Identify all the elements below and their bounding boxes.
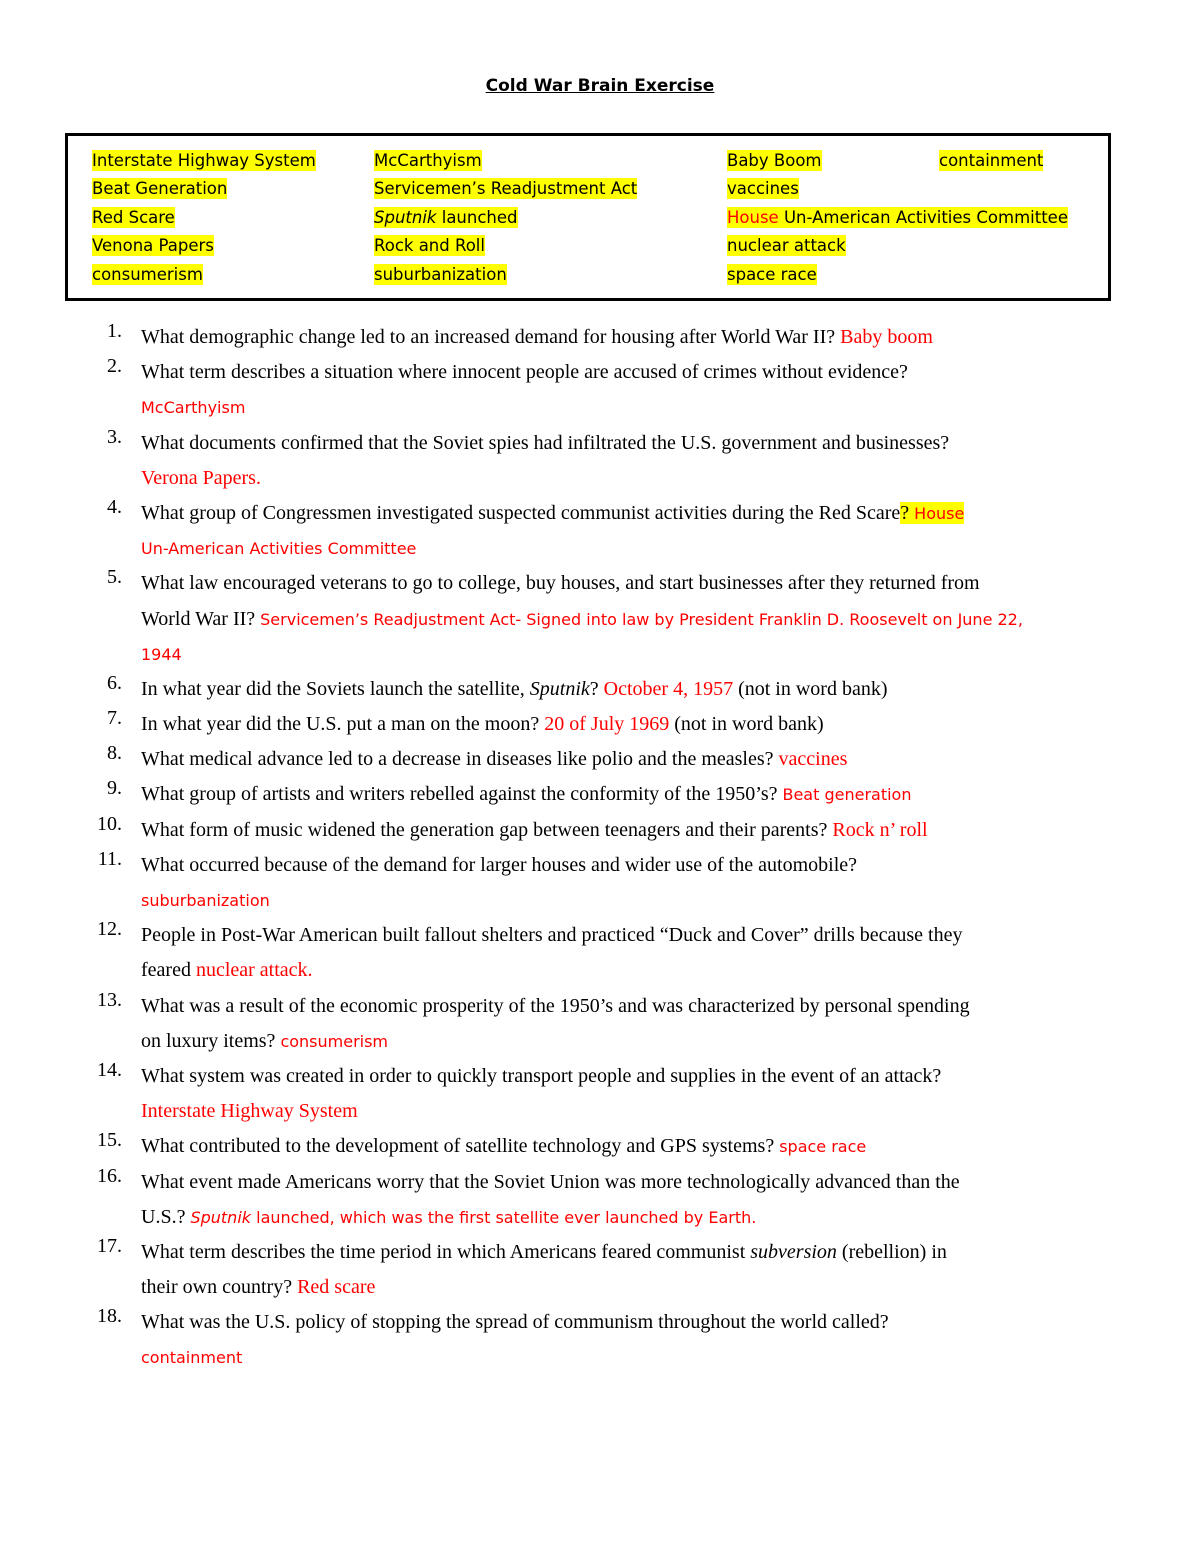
answer: suburbanization <box>141 891 270 910</box>
word-bank-item: Sputnik launched <box>374 207 518 227</box>
word-bank-item: consumerism <box>92 264 203 284</box>
page-title: Cold War Brain Exercise <box>485 76 715 96</box>
word-bank-column-4 <box>939 147 1043 175</box>
word-bank-item: Rock and Roll <box>374 236 485 256</box>
answer: Rock n’ roll <box>832 818 928 841</box>
answer: October 4, 1957 <box>603 677 734 700</box>
word-bank-item: Beat Generation <box>92 179 228 199</box>
question-item: 14. What system was created in order to quickly transport people and supplies in the event of an attack? Interstate Highway System <box>97 1058 942 1123</box>
answer: Sputnik launched, which was the first satellite ever launched by Earth. <box>190 1207 757 1227</box>
answer: space race <box>779 1137 867 1157</box>
question-item: 15. What contributed to the development of satellite technology and GPS systems? space race <box>97 1129 867 1158</box>
answer: McCarthyism <box>141 398 246 418</box>
word-bank-item: nuclear attack <box>727 236 846 256</box>
word-bank-item: House Un-American Activities Committee <box>727 207 1068 227</box>
question-item: 11. What occurred because of the demand for larger houses and wider use of the automobile? suburbanization <box>97 847 858 910</box>
answer: House <box>914 503 965 523</box>
answer: Un-American Activities Committee <box>141 539 417 559</box>
question-item: 1. What demographic change led to an increased demand for housing after World War II? Baby boom <box>107 320 933 348</box>
question-item: 17. What term describes the time period in which Americans feared communist subversion (rebellion) in their own country? Red scare <box>97 1234 947 1299</box>
question-item: 18. What was the U.S. policy of stopping the spread of communism throughout the world called? containment <box>97 1305 889 1368</box>
question-item: 7. In what year did the U.S. put a man on the moon? 20 of July 1969 (not in word bank) <box>107 707 824 736</box>
question-item: 9. What group of artists and writers rebelled against the conformity of the 1950’s? Beat generation <box>107 777 912 806</box>
question-item: 12. People in Post-War American built fallout shelters and practiced “Duck and Cover” drills because they feared nuclear attack. <box>97 918 963 982</box>
answer: Servicemen’s Readjustment Act- Signed into law by President Franklin D. Roosevelt on June 22, <box>260 609 1023 629</box>
word-bank-column-1 <box>92 147 316 289</box>
question-item: 3. What documents confirmed that the Soviet spies had infiltrated the U.S. government and businesses? Verona Papers. <box>107 425 950 489</box>
answer: nuclear attack. <box>195 959 313 982</box>
answer: containment <box>141 1348 243 1368</box>
answer: consumerism <box>280 1031 389 1051</box>
word-bank-item: Venona Papers <box>92 236 214 256</box>
answer: Beat generation <box>782 785 912 805</box>
word-bank-item: Baby Boom <box>727 151 822 170</box>
question-item: 10. What form of music widened the generation gap between teenagers and their parents? Rock n’ roll <box>97 812 928 841</box>
answer: Baby boom <box>840 326 933 348</box>
answer: 20 of July 1969 <box>544 713 670 736</box>
word-bank-item: suburbanization <box>374 264 507 284</box>
question-item: 8. What medical advance led to a decrease in diseases like polio and the measles? vaccines <box>107 742 848 771</box>
word-bank-item: Red Scare <box>92 207 175 227</box>
word-bank-item: Servicemen’s Readjustment Act <box>374 179 638 199</box>
word-bank-item: Interstate Highway System <box>92 151 316 170</box>
answer: Red scare <box>297 1276 376 1299</box>
question-item: 16. What event made Americans worry that the Soviet Union was more technologically advanced than the U.S.? Sputnik launched, which was the first satellite ever launched by Earth. <box>97 1164 960 1228</box>
word-bank-item: vaccines <box>727 179 799 199</box>
answer: Verona Papers. <box>141 466 261 489</box>
word-bank-item: containment <box>939 151 1044 170</box>
question-item: 13. What was a result of the economic prosperity of the 1950’s and was characterized by personal spending on luxury items? consumerism <box>97 988 970 1052</box>
answer: Interstate Highway System <box>141 1100 358 1123</box>
answer: 1944 <box>141 644 182 664</box>
question-item: 5. What law encouraged veterans to go to college, buy houses, and start businesses after they returned from World War II? Servicemen’s Readjustment Act- Signed into law by President Franklin D. Roosevelt on June 22, 1944 <box>107 566 1023 664</box>
word-bank-column-2 <box>374 147 637 289</box>
word-bank-box <box>65 133 1111 301</box>
question-item: 6. In what year did the Soviets launch the satellite, Sputnik? October 4, 1957 (not in word bank) <box>107 671 888 700</box>
word-bank-item: space race <box>727 264 817 284</box>
answer: vaccines <box>778 748 848 771</box>
question-list <box>0 320 1200 1376</box>
question-item: 2. What term describes a situation where innocent people are accused of crimes without evidence? McCarthyism <box>107 355 908 418</box>
question-item: 4. What group of Congressmen investigated suspected communist activities during the Red Scare? House Un-American Activities Committee <box>107 495 965 559</box>
word-bank-item: McCarthyism <box>374 151 482 170</box>
